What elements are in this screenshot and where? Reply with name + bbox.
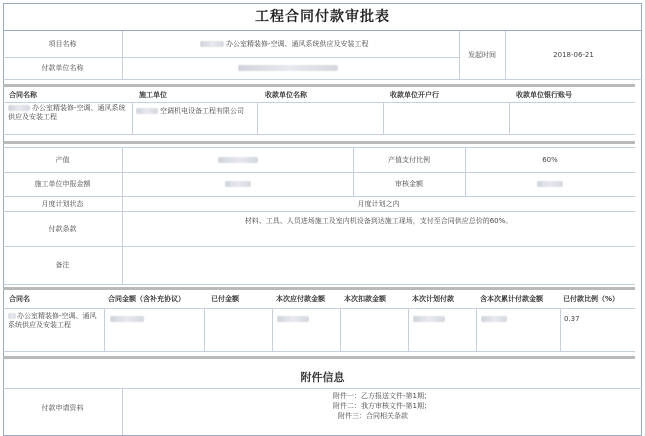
redacted-text (200, 41, 224, 47)
attachment-item[interactable]: 附件二：我方审核文件-第1期； (333, 402, 431, 410)
project-name-label: 项目名称 (48, 40, 77, 48)
divider (3, 102, 635, 103)
divider (408, 308, 409, 351)
section-divider (3, 84, 635, 87)
project-name-text: 办公室精装修-空调、通风系统供应及安装工程 (226, 40, 369, 48)
builder-amount-label: 施工单位申报金额 (34, 180, 91, 188)
divider (383, 102, 384, 134)
builder-cell (136, 107, 256, 131)
redacted-text (218, 157, 258, 163)
col-header-cumulative-payment: 含本次累计付款金额 (480, 295, 543, 303)
col-header-planned-payment: 本次计划付款 (412, 295, 454, 303)
builder-text: 空调机电设备工程有限公司 (160, 107, 244, 115)
attachment-item[interactable]: 附件三：合同相关条款 (338, 412, 408, 420)
divider (204, 308, 205, 351)
col-header-paid-ratio: 已付款比例（%） (563, 295, 620, 303)
project-name-value (200, 34, 459, 54)
output-ratio-value: 60% (542, 156, 558, 164)
paid-ratio-value: 0.37 (564, 315, 580, 323)
divider (3, 134, 635, 135)
col-header-builder: 施工单位 (139, 91, 167, 99)
col-header-deduction: 本次扣款金额 (344, 295, 386, 303)
payment-contract-name-cell (8, 312, 103, 348)
attachment-item[interactable]: 附件一：乙方报送文件-第1期； (333, 392, 431, 400)
divider (122, 388, 123, 435)
payee-name-value (238, 58, 438, 78)
col-header-contract-amount: 合同金额（含补充协议） (108, 295, 185, 303)
payment-terms-label: 付款条款 (48, 224, 77, 233)
payee-name-label: 付款单位名称 (41, 64, 84, 72)
section-divider (3, 287, 635, 290)
audit-amount-value (465, 173, 635, 195)
output-ratio-label: 产值支付比例 (388, 156, 430, 164)
output-label: 产值 (55, 156, 70, 164)
payment-terms-value: 材料、工具、人员进场施工及室内机设备到达施工现场，支付至合同供应总价的60%。 (244, 217, 513, 225)
payable-amount-value (277, 314, 337, 324)
redacted-text (537, 181, 563, 187)
title-divider (3, 30, 642, 31)
section-divider (3, 356, 635, 359)
divider (3, 308, 635, 309)
start-date-value: 2018-06-21 (553, 51, 594, 59)
divider (122, 31, 123, 79)
redacted-text (225, 181, 251, 187)
divider (104, 308, 105, 351)
attachments-section-title: 附件信息 (300, 371, 345, 384)
monthly-plan-label: 月度计划状态 (41, 199, 84, 208)
audit-amount-label: 审核金额 (395, 180, 423, 188)
section-divider (3, 141, 635, 144)
start-date-label: 发起时间 (468, 51, 496, 59)
form-title: 工程合同付款审批表 (255, 9, 390, 25)
remarks-label: 备注 (55, 261, 70, 269)
divider (3, 351, 635, 352)
divider (509, 102, 510, 134)
divider (257, 102, 258, 134)
redacted-text (8, 105, 30, 111)
planned-payment-value (413, 314, 473, 324)
col-header-paid-amount: 已付金额 (211, 295, 239, 303)
redacted-text (277, 316, 309, 322)
divider (476, 308, 477, 351)
monthly-plan-value: 月度计划之内 (357, 199, 400, 208)
divider (3, 388, 642, 389)
redacted-text (238, 65, 338, 71)
divider (560, 308, 561, 351)
redacted-text (413, 316, 445, 322)
redacted-text (8, 313, 16, 319)
divider (340, 308, 341, 351)
payment-contract-name-text: 办公室精装修-空调、通风系统供应及安装工程 (8, 312, 97, 329)
divider (272, 308, 273, 351)
redacted-text (481, 316, 507, 322)
output-value (122, 149, 353, 171)
contract-name-cell (8, 104, 130, 132)
col-header-payee-bank: 收款单位开户行 (390, 91, 439, 99)
divider (3, 284, 635, 285)
col-header-payee-name: 收款单位名称 (265, 91, 307, 99)
divider (3, 79, 642, 80)
attachments-label: 付款申请资料 (41, 404, 84, 412)
col-header-payee-account: 收款单位银行账号 (516, 91, 572, 99)
redacted-text (110, 316, 144, 322)
contract-name-text: 办公室精装修-空调、通风系统供应及安装工程 (8, 104, 126, 121)
cumulative-payment-value (481, 314, 551, 324)
col-header-contract-name: 合同名称 (9, 91, 37, 99)
col-header-contract: 合同名 (9, 295, 30, 303)
col-header-payable-amount: 本次应付款金额 (276, 295, 325, 303)
contract-amount-value (110, 314, 200, 324)
redacted-text (136, 108, 158, 114)
builder-amount-value (122, 173, 353, 195)
divider (132, 102, 133, 134)
divider (3, 147, 635, 148)
